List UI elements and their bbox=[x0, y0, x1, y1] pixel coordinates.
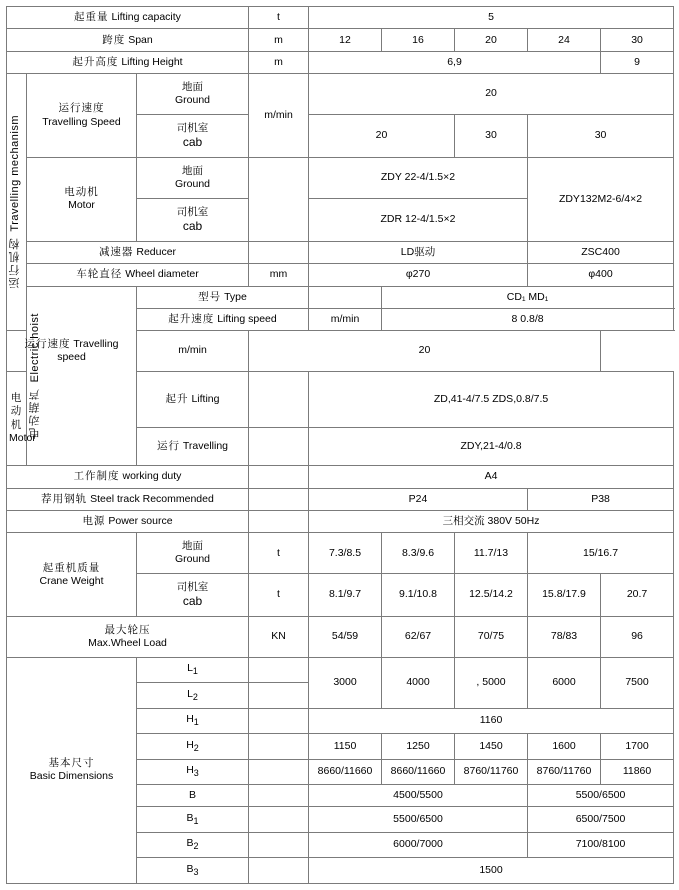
row-label-wheel-diameter: 车轮直径 Wheel diameter bbox=[27, 264, 249, 286]
dim-name-B: B bbox=[137, 784, 249, 806]
row-label-reducer: 减速器 Reducer bbox=[27, 241, 249, 263]
H2-value-1: 1150 bbox=[309, 734, 382, 759]
table-row bbox=[7, 466, 674, 488]
max-wheel-load-1: 54/59 bbox=[309, 617, 382, 658]
unit-crane-weight-ground: t bbox=[249, 533, 309, 574]
motor-ground-value: ZDY 22-4/1.5×2 bbox=[309, 157, 528, 198]
row-label-hoist-type: 型号 Type bbox=[137, 286, 309, 308]
lifting-height-value-1: 6,9 bbox=[309, 51, 601, 73]
row-label-power-source: 电源 Power source bbox=[7, 510, 249, 532]
table-row bbox=[7, 488, 674, 510]
unit-lifting-height: m bbox=[249, 51, 309, 73]
sublabel-motor-cab: 司机室 cab bbox=[137, 198, 249, 241]
table-row bbox=[7, 510, 674, 532]
L-value-2: 4000 bbox=[382, 657, 455, 708]
crane-weight-cab-4: 15.8/17.9 bbox=[528, 573, 601, 616]
row-label-steel-track: 荐用钢轨 Steel track Recommended bbox=[7, 488, 249, 510]
span-value-5: 30 bbox=[601, 29, 674, 51]
H3-value-1: 8660/11660 bbox=[309, 759, 382, 784]
unit-travelling-speed: m/min bbox=[249, 74, 309, 158]
row-label-crane-weight: 起重机质量 Crane Weight bbox=[7, 533, 137, 617]
L-value-3: , 5000 bbox=[455, 657, 528, 708]
H2-value-4: 1600 bbox=[528, 734, 601, 759]
unit-hoist-motor-lifting bbox=[249, 371, 309, 427]
hoist-lifting-speed-value: 8 0.8/8 bbox=[382, 308, 674, 330]
sublabel-travelling-speed-cab: 司机室 cab bbox=[137, 114, 249, 157]
steel-track-value-2: P38 bbox=[528, 488, 674, 510]
unit-power-source bbox=[249, 510, 309, 532]
crane-weight-ground-4: 15/16.7 bbox=[528, 533, 674, 574]
dim-name-H3: H3 bbox=[137, 759, 249, 784]
unit-L1 bbox=[249, 657, 309, 682]
unit-span: m bbox=[249, 29, 309, 51]
table-row bbox=[7, 74, 674, 115]
sublabel-travelling-speed-ground: 地面 Ground bbox=[137, 74, 249, 115]
table-row bbox=[7, 533, 674, 574]
crane-weight-ground-3: 11.7/13 bbox=[455, 533, 528, 574]
motor-cab-value: ZDR 12-4/1.5×2 bbox=[309, 198, 528, 241]
unit-B2 bbox=[249, 832, 309, 857]
wheel-diameter-value-2: φ400 bbox=[528, 264, 674, 286]
max-wheel-load-3: 70/75 bbox=[455, 617, 528, 658]
unit-travelling-motor bbox=[249, 157, 309, 241]
wheel-diameter-value-1: φ270 bbox=[309, 264, 528, 286]
working-duty-value: A4 bbox=[309, 466, 674, 488]
unit-wheel-diameter: mm bbox=[249, 264, 309, 286]
sublabel-crane-weight-cab: 司机室 cab bbox=[137, 573, 249, 616]
group-travelling-mechanism: 运行机构 Travelling mechanism bbox=[7, 74, 27, 331]
crane-weight-cab-1: 8.1/9.7 bbox=[309, 573, 382, 616]
dim-name-B3: B3 bbox=[137, 858, 249, 884]
row-label-hoist-lifting-speed: 起升速度 Lifting speed bbox=[137, 308, 309, 330]
sublabel-motor-ground: 地面 Ground bbox=[137, 157, 249, 198]
row-label-working-duty: 工作制度 working duty bbox=[7, 466, 249, 488]
crane-weight-cab-5: 20.7 bbox=[601, 573, 674, 616]
H2-value-2: 1250 bbox=[382, 734, 455, 759]
unit-hoist-motor-travelling bbox=[249, 427, 309, 466]
travelling-speed-cab-value-3: 30 bbox=[528, 114, 674, 157]
unit-H3 bbox=[249, 759, 309, 784]
B2-value-1: 6000/7000 bbox=[309, 832, 528, 857]
travelling-speed-cab-value-2: 30 bbox=[455, 114, 528, 157]
table-row bbox=[7, 7, 674, 29]
unit-hoist-lifting-speed: m/min bbox=[309, 308, 382, 330]
table-row bbox=[7, 331, 674, 372]
row-label-travelling-speed: 运行速度 Travelling Speed bbox=[27, 74, 137, 158]
sublabel-crane-weight-ground: 地面 Ground bbox=[137, 533, 249, 574]
crane-specification-table bbox=[6, 6, 674, 884]
H2-value-3: 1450 bbox=[455, 734, 528, 759]
unit-hoist-travelling-speed: m/min bbox=[137, 331, 249, 372]
L-value-4: 6000 bbox=[528, 657, 601, 708]
H3-value-2: 8660/11660 bbox=[382, 759, 455, 784]
unit-reducer bbox=[249, 241, 309, 263]
row-label-hoist-travelling-speed: 运行速度 Travelling speed bbox=[7, 331, 137, 372]
hoist-motor-travelling-value: ZDY,21-4/0.8 bbox=[309, 427, 674, 466]
row-label-lifting-height: 起升高度 Lifting Height bbox=[7, 51, 249, 73]
H3-value-3: 8760/11760 bbox=[455, 759, 528, 784]
H3-value-5: 11860 bbox=[601, 759, 674, 784]
B3-value: 1500 bbox=[309, 858, 674, 884]
B2-value-2: 7100/8100 bbox=[528, 832, 674, 857]
travelling-speed-cab-value-1: 20 bbox=[309, 114, 455, 157]
B1-value-1: 5500/6500 bbox=[309, 807, 528, 832]
sublabel-hoist-motor-lifting: 起升 Lifting bbox=[137, 371, 249, 427]
H1-value: 1160 bbox=[309, 708, 674, 733]
span-value-2: 16 bbox=[382, 29, 455, 51]
row-label-span: 跨度 Span bbox=[7, 29, 249, 51]
crane-weight-cab-3: 12.5/14.2 bbox=[455, 573, 528, 616]
table-row bbox=[7, 29, 674, 51]
unit-B bbox=[249, 784, 309, 806]
table-row bbox=[7, 51, 674, 73]
sublabel-hoist-motor-travelling: 运行 Travelling bbox=[137, 427, 249, 466]
H2-value-5: 1700 bbox=[601, 734, 674, 759]
steel-track-value-1: P24 bbox=[309, 488, 528, 510]
power-source-value: 三相交流 380V 50Hz bbox=[309, 510, 674, 532]
table-row bbox=[7, 617, 674, 658]
unit-hoist-type bbox=[309, 286, 382, 308]
span-value-1: 12 bbox=[309, 29, 382, 51]
dim-name-L2: L2 bbox=[137, 683, 249, 708]
unit-lifting-capacity: t bbox=[249, 7, 309, 29]
row-label-basic-dimensions: 基本尺寸 Basic Dimensions bbox=[7, 657, 137, 883]
H3-value-4: 8760/11760 bbox=[528, 759, 601, 784]
row-label-travelling-motor: 电动机 Motor bbox=[27, 157, 137, 241]
unit-H2 bbox=[249, 734, 309, 759]
reducer-value-1: LD驱动 bbox=[309, 241, 528, 263]
table-row bbox=[7, 657, 674, 682]
dim-name-H2: H2 bbox=[137, 734, 249, 759]
B1-value-2: 6500/7500 bbox=[528, 807, 674, 832]
span-value-3: 20 bbox=[455, 29, 528, 51]
dim-name-B2: B2 bbox=[137, 832, 249, 857]
L-value-1: 3000 bbox=[309, 657, 382, 708]
value-lifting-capacity: 5 bbox=[309, 7, 674, 29]
unit-H1 bbox=[249, 708, 309, 733]
unit-L2 bbox=[249, 683, 309, 708]
crane-weight-ground-2: 8.3/9.6 bbox=[382, 533, 455, 574]
unit-max-wheel-load: KN bbox=[249, 617, 309, 658]
row-label-hoist-motor: 电动机 Motor bbox=[7, 371, 27, 465]
row-label-max-wheel-load: 最大轮压 Max.Wheel Load bbox=[7, 617, 249, 658]
dim-name-L1: L1 bbox=[137, 657, 249, 682]
dim-name-H1: H1 bbox=[137, 708, 249, 733]
B-value-1: 4500/5500 bbox=[309, 784, 528, 806]
row-label-lifting-capacity: 起重量 Lifting capacity bbox=[7, 7, 249, 29]
lifting-height-value-2: 9 bbox=[601, 51, 674, 73]
span-value-4: 24 bbox=[528, 29, 601, 51]
unit-B3 bbox=[249, 858, 309, 884]
max-wheel-load-4: 78/83 bbox=[528, 617, 601, 658]
hoist-motor-lifting-value: ZD,41-4/7.5 ZDS,0.8/7.5 bbox=[309, 371, 674, 427]
motor-right-value: ZDY132M2-6/4×2 bbox=[528, 157, 674, 241]
table-row bbox=[7, 157, 674, 198]
crane-weight-cab-2: 9.1/10.8 bbox=[382, 573, 455, 616]
unit-working-duty bbox=[249, 466, 309, 488]
crane-weight-ground-1: 7.3/8.5 bbox=[309, 533, 382, 574]
group-electric-hoist: 电动葫芦 Electric hoist bbox=[27, 286, 137, 466]
hoist-type-value: CD₁ MD₁ bbox=[382, 286, 674, 308]
reducer-value-2: ZSC400 bbox=[528, 241, 674, 263]
L-value-5: 7500 bbox=[601, 657, 674, 708]
table-row bbox=[7, 286, 674, 308]
table-row bbox=[7, 264, 674, 286]
B-value-2: 5500/6500 bbox=[528, 784, 674, 806]
unit-steel-track bbox=[249, 488, 309, 510]
unit-crane-weight-cab: t bbox=[249, 573, 309, 616]
max-wheel-load-5: 96 bbox=[601, 617, 674, 658]
table-row bbox=[7, 241, 674, 263]
unit-B1 bbox=[249, 807, 309, 832]
dim-name-B1: B1 bbox=[137, 807, 249, 832]
max-wheel-load-2: 62/67 bbox=[382, 617, 455, 658]
travelling-speed-ground-value: 20 bbox=[309, 74, 674, 115]
hoist-travelling-speed-value: 20 bbox=[249, 331, 601, 372]
